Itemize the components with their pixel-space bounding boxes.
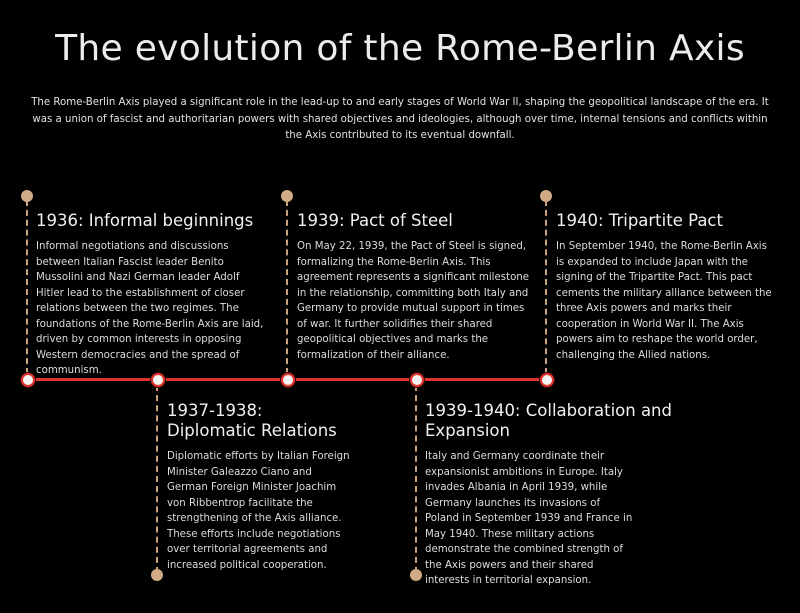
timeline-node-1939-1940 (410, 373, 424, 387)
event-description: Informal negotiations and discussions between Italian Fascist leader Benito Mussolini and Nazi German leader Adolf Hitler lead to the establishment of closer relations between the two regimes. The foundations of the Rome-Berlin Axis are laid, driven by common interests in opposing Western democracies and the spread of communism. (36, 241, 264, 376)
event-heading: 1939: Pact of Steel (297, 211, 453, 230)
event-1939-1940 (425, 401, 745, 589)
intro-paragraph: The Rome-Berlin Axis played a significant role in the lead-up to and early stages of World War II, shaping the geopolitical landscape of the era. It was a union of fascist and authoritarian powers with shared objectives and ideologies, although over time, internal tensions and conflicts within the Axis contributed to its eventual downfall. (31, 97, 769, 141)
event-description: Diplomatic efforts by Italian Foreign Minister Galeazzo Ciano and German Foreign Minister Joachim von Ribbentrop facilitate the strengthening of the Axis alliance. These efforts include negotiations over territorial agreements and increased political cooperation. (167, 451, 350, 571)
event-description: In September 1940, the Rome-Berlin Axis is expanded to include Japan with the signing of the Tripartite Pact. This pact cements the military alliance between the three Axis powers and marks their cooperation in World War II. The Axis powers aim to reshape the world order, challenging the Allied nations. (556, 241, 772, 361)
page-title: The evolution of the Rome-Berlin Axis (55, 28, 745, 69)
event-description: On May 22, 1939, the Pact of Steel is signed, formalizing the Rome-Berlin Axis. This agreement represents a significant milestone in the relationship, committing both Italy and Germany to provide mutual support in times of war. It further solidifies their shared geopolitical objectives and marks the formalization of their alliance. (297, 241, 530, 361)
timeline-node-1936 (21, 373, 35, 387)
timeline-cap-1939-1940 (410, 569, 422, 581)
timeline-node-1940 (540, 373, 554, 387)
event-1939 (297, 211, 533, 363)
event-heading: 1940: Tripartite Pact (556, 211, 723, 230)
timeline-connector-1939-1940 (415, 385, 417, 573)
timeline-cap-1937-1938 (151, 569, 163, 581)
timeline-cap-1939 (281, 190, 293, 202)
timeline-connector-1936 (26, 200, 28, 374)
event-description: Italy and Germany coordinate their expansionist ambitions in Europe. Italy invades Albania in April 1939, while Germany launches its invasions of Poland in September 1939 and France in May 1940. These military actions demonstrate the combined strength of the Axis powers and their shared interests in territorial expansion. (425, 451, 633, 586)
event-heading: 1936: Informal beginnings (36, 211, 254, 230)
timeline-cap-1940 (540, 190, 552, 202)
timeline-cap-1936 (21, 190, 33, 202)
event-1937-1938 (167, 401, 352, 573)
timeline-connector-1940 (545, 200, 547, 374)
event-heading: 1937-1938: Diplomatic Relations (167, 401, 337, 440)
timeline-connector-1939 (286, 200, 288, 374)
event-1940 (556, 211, 778, 363)
timeline-node-1939 (281, 373, 295, 387)
timeline-connector-1937-1938 (156, 385, 158, 573)
event-1936 (36, 211, 268, 379)
event-heading: 1939-1940: Collaboration and Expansion (425, 401, 672, 440)
